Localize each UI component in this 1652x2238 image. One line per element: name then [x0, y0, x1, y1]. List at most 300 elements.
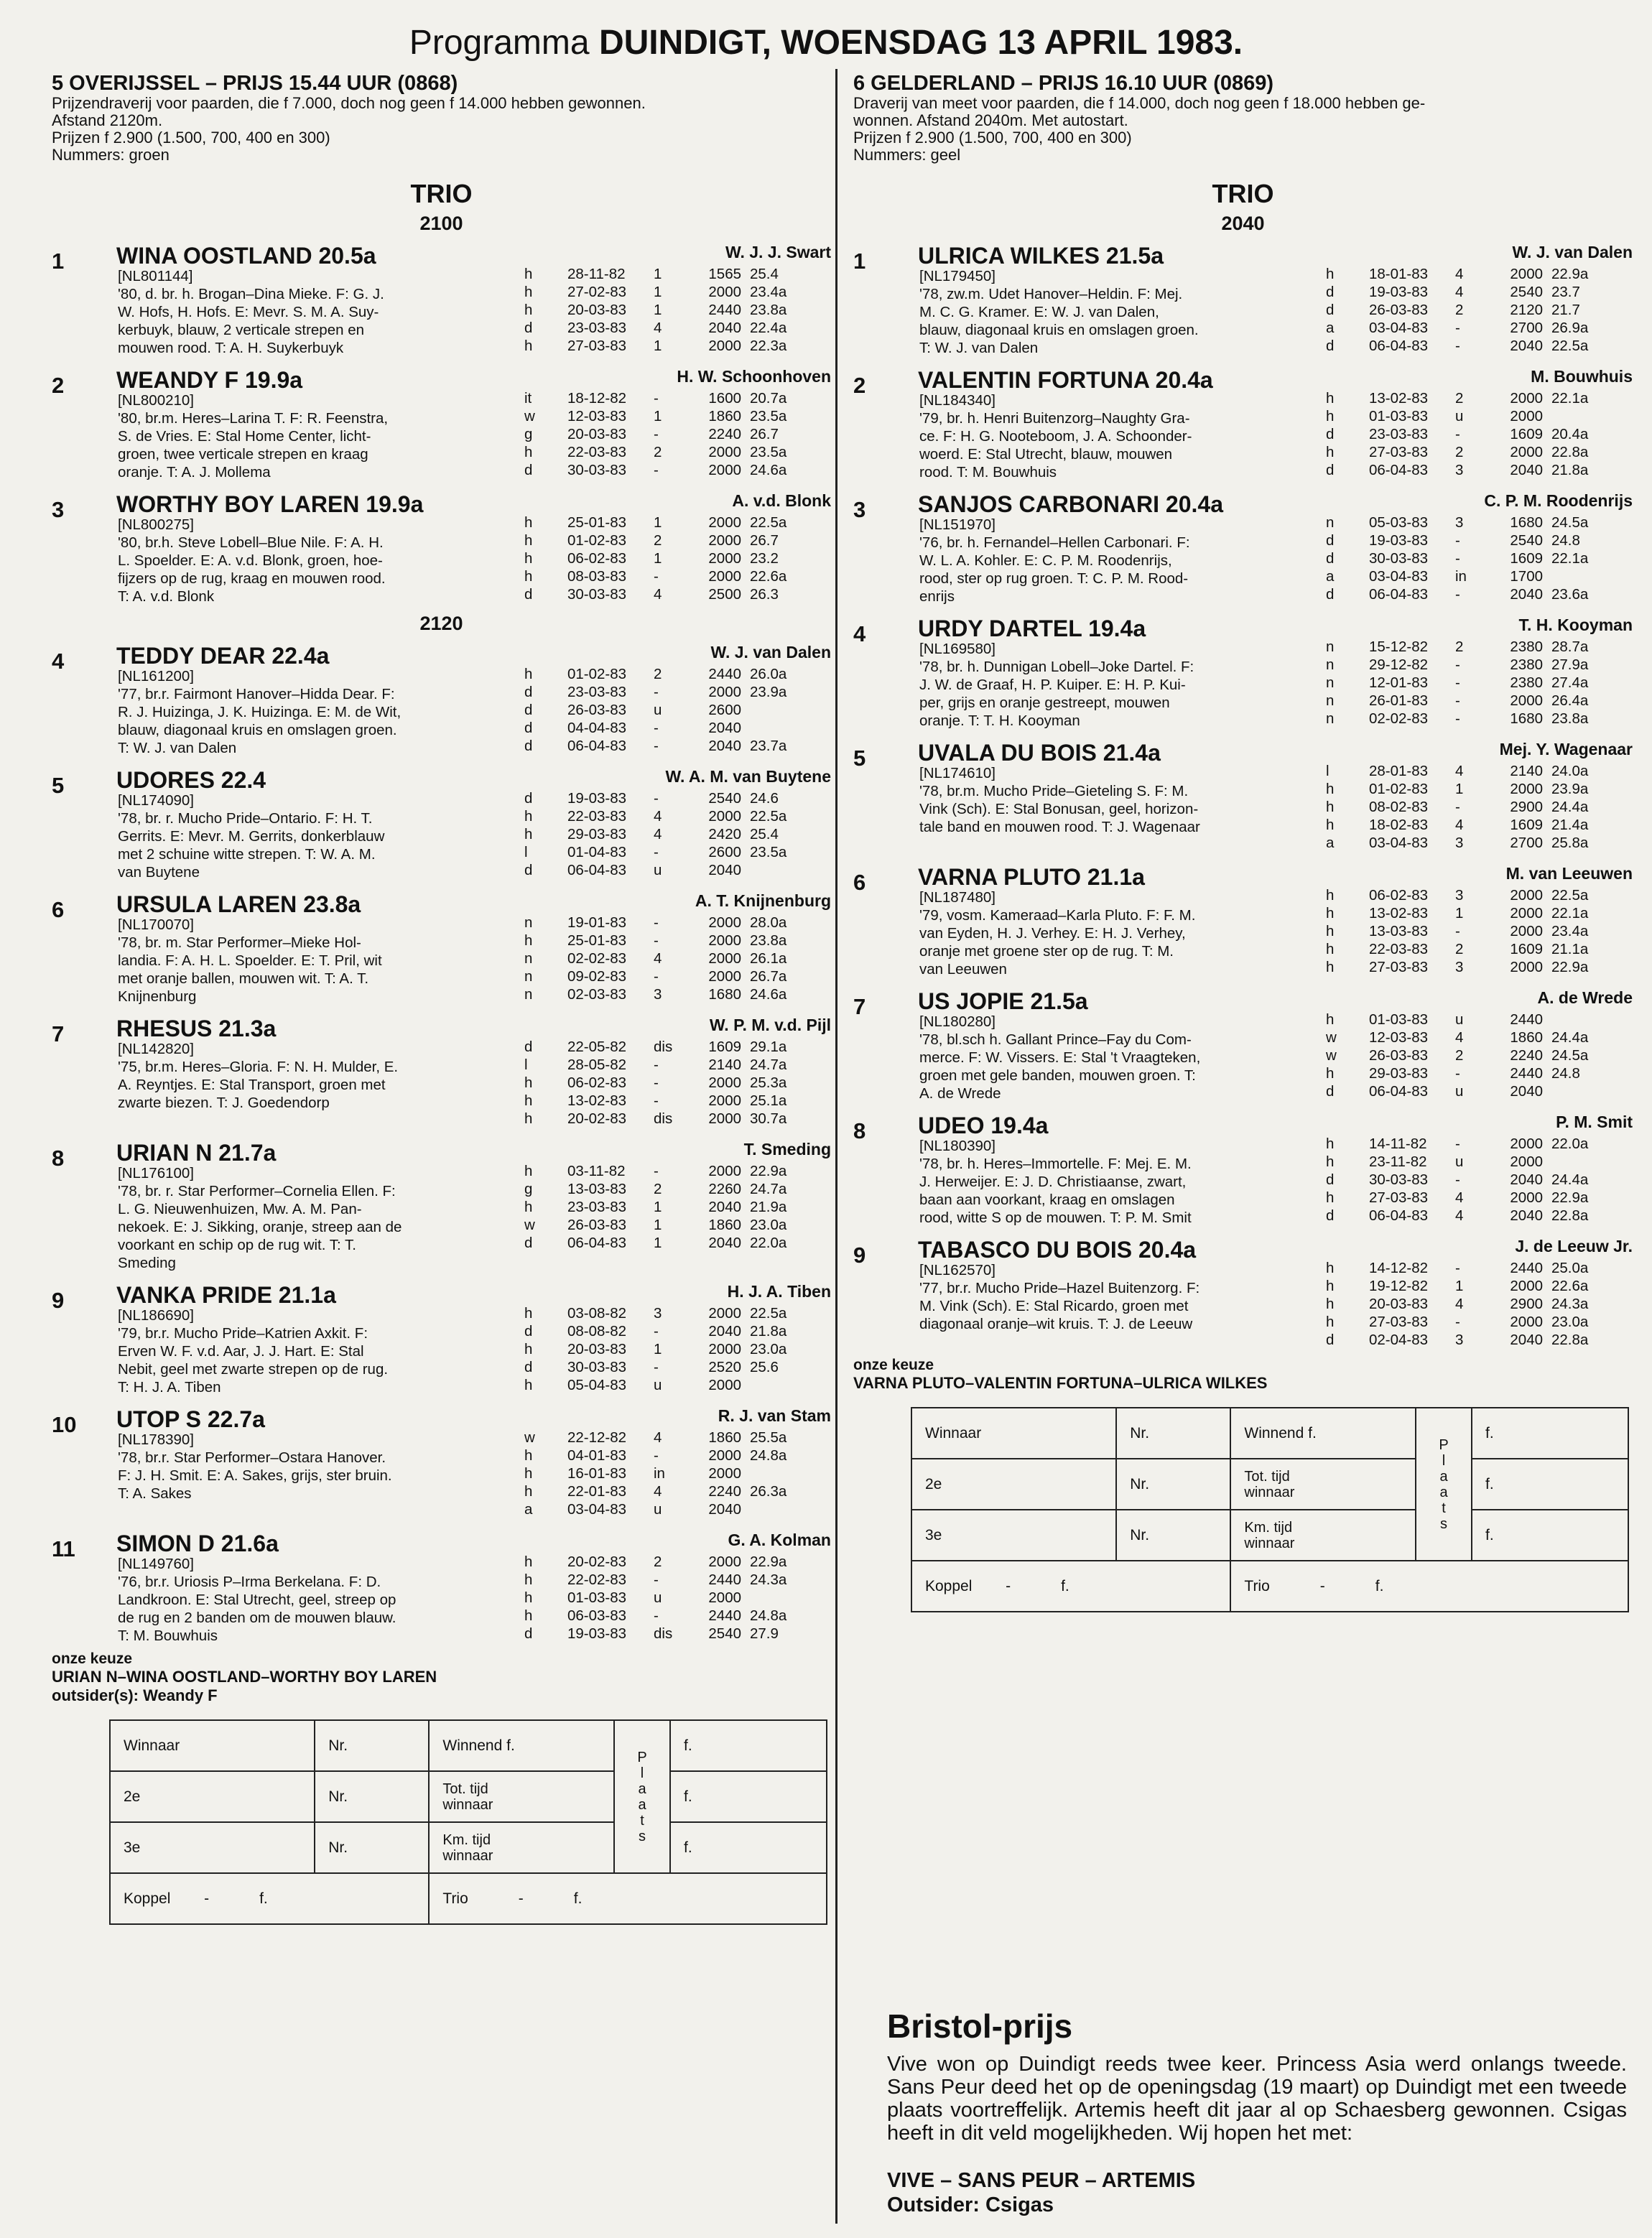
result-cell: 24.4a	[1551, 1171, 1589, 1188]
result-row	[1326, 265, 1588, 283]
horse-name: US JOPIE 21.5a	[918, 988, 1088, 1014]
result-cell: -	[654, 426, 659, 442]
result-cell: 29-03-83	[1369, 1065, 1429, 1082]
result-cell: 2040	[708, 720, 741, 736]
result-cell: 06-04-83	[567, 862, 627, 878]
result-cell: 2000	[708, 932, 741, 949]
plaats-label: P l a a t s	[1416, 1408, 1472, 1561]
result-cell: 4	[1455, 763, 1464, 779]
result-cell: 2000	[1510, 390, 1543, 407]
result-cell: n	[524, 950, 533, 967]
result-cell: 2900	[1510, 1296, 1543, 1312]
result-row	[524, 1056, 786, 1074]
result-cell: 24.8	[1551, 1065, 1580, 1082]
result-cell: in	[654, 1465, 665, 1482]
result-cell: 2040	[1510, 1083, 1543, 1100]
result-cell: 24.8	[1551, 532, 1580, 549]
result-cell: 01-04-83	[567, 844, 627, 860]
bristol-pick: VIVE – SANS PEUR – ARTEMIS	[887, 2169, 1196, 2192]
description-line: Nebit, geel met zwarte strepen op de rug.	[118, 1361, 389, 1378]
result-cell: -	[654, 1359, 659, 1375]
result-cell: 2000	[708, 532, 741, 549]
description-line: L. Spoelder. E: A. v.d. Blonk, groen, hoe-	[118, 552, 383, 569]
result-cell: 22-03-83	[567, 444, 627, 460]
result-cell: 22.4a	[750, 320, 787, 336]
result-cell: n	[1326, 674, 1335, 691]
result-cell: g	[524, 426, 533, 442]
result-cell: h	[524, 1074, 533, 1091]
result-cell: h	[524, 932, 533, 949]
bet-f-field[interactable]: f.	[670, 1720, 827, 1771]
bet-nr-label: Nr.	[1116, 1459, 1230, 1510]
result-cell: -	[1455, 532, 1460, 549]
result-cell: u	[1455, 1083, 1464, 1100]
result-cell: 2040	[708, 738, 741, 754]
result-row	[524, 514, 786, 531]
result-row	[524, 701, 786, 719]
description-line: '78, br. r. Star Performer–Cornelia Ellen. F:	[118, 1183, 396, 1199]
result-cell: 23.8a	[1551, 710, 1589, 727]
horse-trainer: M. van Leeuwen	[1505, 864, 1633, 883]
result-row	[1326, 1171, 1588, 1189]
trio-field[interactable]: Trio - f.	[429, 1873, 827, 1924]
result-cell: 2000	[708, 1554, 741, 1570]
result-cell: 25.1a	[750, 1092, 787, 1109]
result-cell: 2040	[1510, 586, 1543, 603]
result-cell: 2240	[708, 426, 741, 442]
result-cell: n	[1326, 639, 1335, 655]
bet-nr-label: Nr.	[1116, 1408, 1230, 1459]
horse-number: 5	[853, 746, 866, 771]
results-table	[524, 1162, 786, 1252]
result-cell: -	[1455, 656, 1460, 673]
result-cell: 2000	[1510, 1314, 1543, 1330]
result-cell: u	[654, 1589, 662, 1606]
bet-f-field[interactable]: f.	[1472, 1510, 1628, 1561]
trio-field[interactable]: Trio - f.	[1230, 1561, 1628, 1612]
result-cell: -	[654, 568, 659, 585]
results-table	[1326, 638, 1588, 728]
result-cell: 26.3	[750, 586, 779, 603]
result-cell: h	[1326, 781, 1335, 797]
horse-trainer: A. v.d. Blonk	[732, 491, 831, 510]
result-cell: 2380	[1510, 639, 1543, 655]
result-cell: d	[1326, 532, 1335, 549]
result-cell: d	[524, 1625, 533, 1642]
result-cell: -	[1455, 550, 1460, 567]
horse-name: UDEO 19.4a	[918, 1113, 1049, 1138]
result-cell: -	[654, 1074, 659, 1091]
results-table	[524, 1553, 786, 1643]
result-row	[1326, 407, 1588, 425]
distance-heading: 2120	[419, 613, 463, 634]
result-cell: -	[654, 1447, 659, 1464]
result-cell: 2040	[1510, 1332, 1543, 1348]
result-cell: h	[1326, 266, 1335, 282]
description-line: [NL180390]	[919, 1138, 996, 1154]
bet-row-label: 2e	[110, 1771, 315, 1822]
result-cell: 2040	[1510, 462, 1543, 478]
result-cell: 30-03-83	[1369, 1171, 1429, 1188]
horse-trainer: W. J. van Dalen	[1512, 243, 1633, 261]
result-cell: 2040	[708, 320, 741, 336]
horse-trainer: A. de Wrede	[1537, 988, 1633, 1007]
result-cell: -	[1455, 1065, 1460, 1082]
pick-line: VARNA PLUTO–VALENTIN FORTUNA–ULRICA WILKES	[853, 1374, 1268, 1392]
result-row	[1326, 1189, 1588, 1207]
result-row	[524, 1110, 786, 1128]
result-cell: w	[1326, 1029, 1337, 1046]
horse-number: 4	[853, 621, 866, 646]
result-cell: 13-03-83	[1369, 923, 1429, 939]
result-cell: 1609	[1510, 817, 1543, 833]
result-cell: h	[1326, 941, 1335, 957]
result-cell	[750, 1500, 786, 1518]
race-column-left	[52, 72, 831, 1907]
result-row	[524, 1216, 786, 1234]
result-cell: 02-02-83	[1369, 710, 1429, 727]
result-cell: 23.4a	[750, 284, 787, 300]
result-cell: 2000	[708, 1341, 741, 1357]
result-row	[1326, 1064, 1588, 1082]
bet-f-field[interactable]: f.	[670, 1771, 827, 1822]
bet-f-field[interactable]: f.	[1472, 1408, 1628, 1459]
result-cell: 24.8a	[750, 1607, 787, 1624]
result-row	[1326, 638, 1588, 656]
result-cell: 2420	[708, 826, 741, 842]
result-cell: -	[1455, 692, 1460, 709]
result-cell: 4	[1455, 1296, 1464, 1312]
horse-entry	[853, 1110, 1633, 1230]
result-cell: 2440	[1510, 1065, 1543, 1082]
result-cell: dis	[654, 1039, 673, 1055]
result-cell: 2	[1455, 639, 1464, 655]
result-cell: 2140	[708, 1057, 741, 1073]
result-cell: h	[1326, 1189, 1335, 1206]
result-cell: -	[1455, 674, 1460, 691]
description-line: oranje. T: A. J. Mollema	[118, 464, 271, 480]
result-row	[524, 389, 786, 407]
result-cell: 30-03-83	[567, 1359, 627, 1375]
race-info-line: Prijzendraverij voor paarden, die f 7.000, doch nog geen f 14.000 hebben gewonnen.	[52, 94, 646, 112]
result-cell: h	[1326, 905, 1335, 921]
result-cell: n	[1326, 514, 1335, 531]
result-cell: d	[1326, 338, 1335, 354]
result-cell: 3	[1455, 835, 1464, 851]
result-row	[524, 1447, 786, 1464]
result-row	[524, 1092, 786, 1110]
result-cell: 27-03-83	[1369, 1189, 1429, 1206]
result-cell: 23-03-83	[567, 320, 627, 336]
result-cell: 06-04-83	[1369, 1207, 1429, 1224]
result-cell: -	[1455, 426, 1460, 442]
result-cell: 2000	[708, 568, 741, 585]
result-row	[524, 425, 786, 443]
result-cell: 1	[654, 1341, 662, 1357]
result-cell: -	[654, 968, 659, 985]
result-cell: h	[1326, 1065, 1335, 1082]
description-line: met 2 schuine witte strepen. T: W. A. M.	[118, 846, 376, 863]
result-cell: d	[524, 702, 533, 718]
result-cell: 24.6	[750, 790, 779, 807]
result-cell: 2120	[1510, 302, 1543, 318]
result-row	[1326, 283, 1588, 301]
column-divider	[835, 69, 837, 2224]
result-cell: 2000	[708, 514, 741, 531]
distance-heading: 2100	[419, 213, 463, 234]
description-line: blauw, diagonaal kruis en omslagen groen.	[919, 322, 1199, 338]
bet-amount-label: Km. tijd winnaar	[429, 1822, 614, 1873]
result-cell: 22-01-83	[567, 1483, 627, 1500]
description-line: groen, twee verticale strepen en kraag	[118, 446, 368, 463]
result-cell: 1609	[1510, 941, 1543, 957]
result-cell: 4	[1455, 1189, 1464, 1206]
result-cell: 19-03-83	[567, 790, 627, 807]
result-row	[524, 683, 786, 701]
bet-row-label: 3e	[911, 1510, 1116, 1561]
horse-trainer: Mej. Y. Wagenaar	[1499, 740, 1633, 758]
result-row	[1326, 567, 1588, 585]
result-cell: 13-02-83	[567, 1092, 627, 1109]
result-cell: h	[1326, 444, 1335, 460]
result-cell: 28-11-82	[567, 266, 626, 282]
description-line: Knijnenburg	[118, 988, 197, 1005]
result-cell: dis	[654, 1625, 673, 1642]
horse-number: 8	[853, 1118, 866, 1143]
result-cell: 25.6	[750, 1359, 779, 1375]
result-cell: a	[524, 1501, 533, 1518]
bet-f-field[interactable]: f.	[670, 1822, 827, 1873]
result-row	[524, 1500, 786, 1518]
result-cell: h	[524, 302, 533, 318]
result-cell: -	[654, 844, 659, 860]
description-line: Landkroon. E: Stal Utrecht, geel, streep op	[118, 1592, 396, 1608]
result-cell: 26-03-83	[1369, 302, 1429, 318]
result-cell: 26.9a	[1551, 320, 1589, 336]
result-cell: 2540	[1510, 284, 1543, 300]
horse-name: URSULA LAREN 23.8a	[116, 891, 361, 917]
result-cell: u	[1455, 408, 1464, 424]
result-cell: 24.0a	[1551, 763, 1589, 779]
result-cell: 13-02-83	[1369, 390, 1429, 407]
race-info-line: Nummers: geel	[853, 146, 961, 164]
horse-description	[118, 916, 549, 1006]
result-cell: 4	[654, 950, 662, 967]
result-cell: 18-12-82	[567, 390, 627, 407]
horse-name: SIMON D 21.6a	[116, 1531, 279, 1556]
horse-name: VANKA PRIDE 21.1a	[116, 1282, 336, 1308]
result-row	[524, 1589, 786, 1607]
horse-description	[919, 640, 1350, 730]
result-cell: h	[524, 1199, 533, 1215]
result-cell: 4	[654, 1429, 662, 1446]
description-line: '79, br.r. Mucho Pride–Katrien Axkit. F:	[118, 1325, 368, 1342]
result-row	[1326, 531, 1588, 549]
result-cell: 2000	[708, 1163, 741, 1179]
koppel-field[interactable]: Koppel - f.	[110, 1873, 429, 1924]
result-cell: 1	[654, 1199, 662, 1215]
result-cell: 23.2	[750, 550, 779, 567]
result-row	[524, 843, 786, 861]
result-row	[524, 719, 786, 737]
result-cell: 24.4a	[1551, 1029, 1589, 1046]
result-cell: 23.5a	[750, 444, 787, 460]
result-cell: 2700	[1510, 320, 1543, 336]
result-cell: 05-03-83	[1369, 514, 1429, 531]
description-line: rood, witte S op de mouwen. T: P. M. Smit	[919, 1209, 1192, 1226]
result-cell: 22.6a	[1551, 1278, 1589, 1294]
result-row	[524, 789, 786, 807]
result-cell: 2	[654, 444, 662, 460]
result-cell	[750, 1376, 786, 1394]
result-cell: 03-04-83	[1369, 835, 1429, 851]
bet-nr-label: Nr.	[315, 1822, 429, 1873]
result-cell: 2000	[708, 1589, 741, 1606]
result-cell: 1860	[1510, 1029, 1543, 1046]
result-cell: 21.8a	[1551, 462, 1589, 478]
description-line: T: A. v.d. Blonk	[118, 588, 215, 605]
result-cell: 02-02-83	[567, 950, 627, 967]
description-line: Gerrits. E: Mevr. M. Gerrits, donkerblauw	[118, 828, 385, 845]
description-line: J. Herweijer. E: J. D. Christiaanse, zwart,	[919, 1174, 1187, 1190]
description-line: '80, br.m. Heres–Larina T. F: R. Feenstra,	[118, 410, 389, 427]
result-cell: 08-02-83	[1369, 799, 1429, 815]
result-cell: 23.8a	[750, 932, 787, 949]
horse-trainer: J. de Leeuw Jr.	[1515, 1237, 1633, 1255]
result-cell: 3	[654, 986, 662, 1003]
result-cell: u	[654, 862, 662, 878]
horse-description	[919, 1137, 1350, 1227]
result-cell: 2000	[1510, 959, 1543, 975]
result-cell: 2000	[1510, 692, 1543, 709]
result-row	[524, 1038, 786, 1056]
bristol-outsider: Outsider: Csigas	[887, 2193, 1054, 2216]
bristol-title: Bristol-prijs	[887, 2007, 1073, 2045]
koppel-field[interactable]: Koppel - f.	[911, 1561, 1230, 1612]
result-cell	[750, 1589, 786, 1607]
result-cell: 26.7	[750, 426, 779, 442]
description-line: [NL170070]	[118, 916, 195, 933]
result-cell: h	[524, 1554, 533, 1570]
result-cell: 2040	[708, 862, 741, 878]
horse-name: UDORES 22.4	[116, 767, 266, 793]
horse-entry	[853, 985, 1633, 1105]
result-cell: d	[524, 862, 533, 878]
result-row	[524, 1180, 786, 1198]
result-cell: u	[1455, 1011, 1464, 1028]
result-cell: 27.9	[750, 1625, 779, 1642]
result-cell: 27-03-83	[1369, 444, 1429, 460]
result-cell: d	[1326, 1332, 1335, 1348]
result-cell	[750, 861, 786, 879]
result-cell: 23.0a	[750, 1341, 787, 1357]
horse-trainer: W. J. van Dalen	[710, 643, 831, 661]
result-cell: n	[524, 968, 533, 985]
result-row	[524, 337, 786, 355]
result-cell: 2520	[708, 1359, 741, 1375]
result-cell: h	[524, 338, 533, 354]
result-cell: h	[1326, 799, 1335, 815]
result-cell: 2000	[708, 1092, 741, 1109]
result-cell: 2240	[1510, 1047, 1543, 1064]
horse-entry	[52, 1137, 831, 1275]
result-cell: 2600	[708, 844, 741, 860]
horse-number: 10	[52, 1412, 77, 1437]
description-line: groen met gele banden, mouwen groen. T:	[919, 1067, 1196, 1084]
horse-trainer: H. W. Schoonhoven	[677, 367, 831, 386]
result-cell: 2000	[708, 968, 741, 985]
result-row	[1326, 762, 1588, 780]
result-cell: 22-03-83	[1369, 941, 1429, 957]
result-cell: 21.7	[1551, 302, 1580, 318]
result-cell: 26-03-83	[567, 702, 627, 718]
result-cell: 25.0a	[1551, 1260, 1589, 1276]
result-cell: h	[524, 1110, 533, 1127]
description-line: '78, br. h. Heres–Immortelle. F: Mej. E. M.	[919, 1156, 1192, 1172]
result-cell: h	[524, 1341, 533, 1357]
description-line: [NL151970]	[919, 516, 996, 533]
result-cell: h	[524, 666, 533, 682]
result-row	[1326, 1135, 1588, 1153]
horse-name: UTOP S 22.7a	[116, 1406, 265, 1432]
result-row	[524, 861, 786, 879]
result-cell: h	[524, 1092, 533, 1109]
result-row	[524, 567, 786, 585]
bet-f-field[interactable]: f.	[1472, 1459, 1628, 1510]
result-cell: h	[524, 444, 533, 460]
result-cell: 2000	[708, 338, 741, 354]
result-cell: 27-02-83	[567, 284, 627, 300]
result-cell: 23-11-82	[1369, 1153, 1427, 1170]
horse-entry	[52, 888, 831, 1008]
result-cell: 28-01-83	[1369, 763, 1429, 779]
bet-amount-label: Winnend f.	[1230, 1408, 1416, 1459]
result-row	[524, 807, 786, 825]
result-cell: h	[524, 550, 533, 567]
result-cell: 18-01-83	[1369, 266, 1429, 282]
result-cell: 06-03-83	[567, 1607, 627, 1624]
result-cell: h	[524, 1571, 533, 1588]
result-cell: -	[1455, 1260, 1460, 1276]
description-line: M. C. G. Kramer. E: W. J. van Dalen,	[919, 304, 1159, 320]
horse-trainer: T. Smeding	[743, 1140, 831, 1159]
result-cell: 23.7a	[750, 738, 787, 754]
description-line: [NL800275]	[118, 516, 195, 533]
result-cell: w	[524, 1217, 535, 1233]
result-cell: h	[1326, 408, 1335, 424]
description-line: W. Hofs, H. Hofs. E: Mevr. S. M. A. Suy-	[118, 304, 379, 320]
result-row	[524, 461, 786, 479]
result-cell: 23-03-83	[567, 1199, 627, 1215]
result-cell: 23.9a	[750, 684, 787, 700]
result-cell: -	[654, 1607, 659, 1624]
result-cell: -	[654, 720, 659, 736]
result-row	[1326, 1259, 1588, 1277]
result-row	[1326, 904, 1588, 922]
horse-number: 11	[52, 1536, 75, 1561]
result-cell: 1700	[1510, 568, 1543, 585]
result-cell: 06-04-83	[1369, 1083, 1429, 1100]
result-cell: 2	[654, 1181, 662, 1197]
result-cell: 14-12-82	[1369, 1260, 1429, 1276]
result-cell: 03-08-82	[567, 1305, 627, 1322]
race-header: 6 GELDERLAND – PRIJS 16.10 UUR (0869)	[853, 72, 1274, 95]
race-info-line: Nummers: groen	[52, 146, 170, 164]
description-line: [NL801144]	[118, 268, 193, 284]
bet-row-label: 3e	[110, 1822, 315, 1873]
result-row	[524, 1198, 786, 1216]
result-row	[1326, 1153, 1588, 1171]
